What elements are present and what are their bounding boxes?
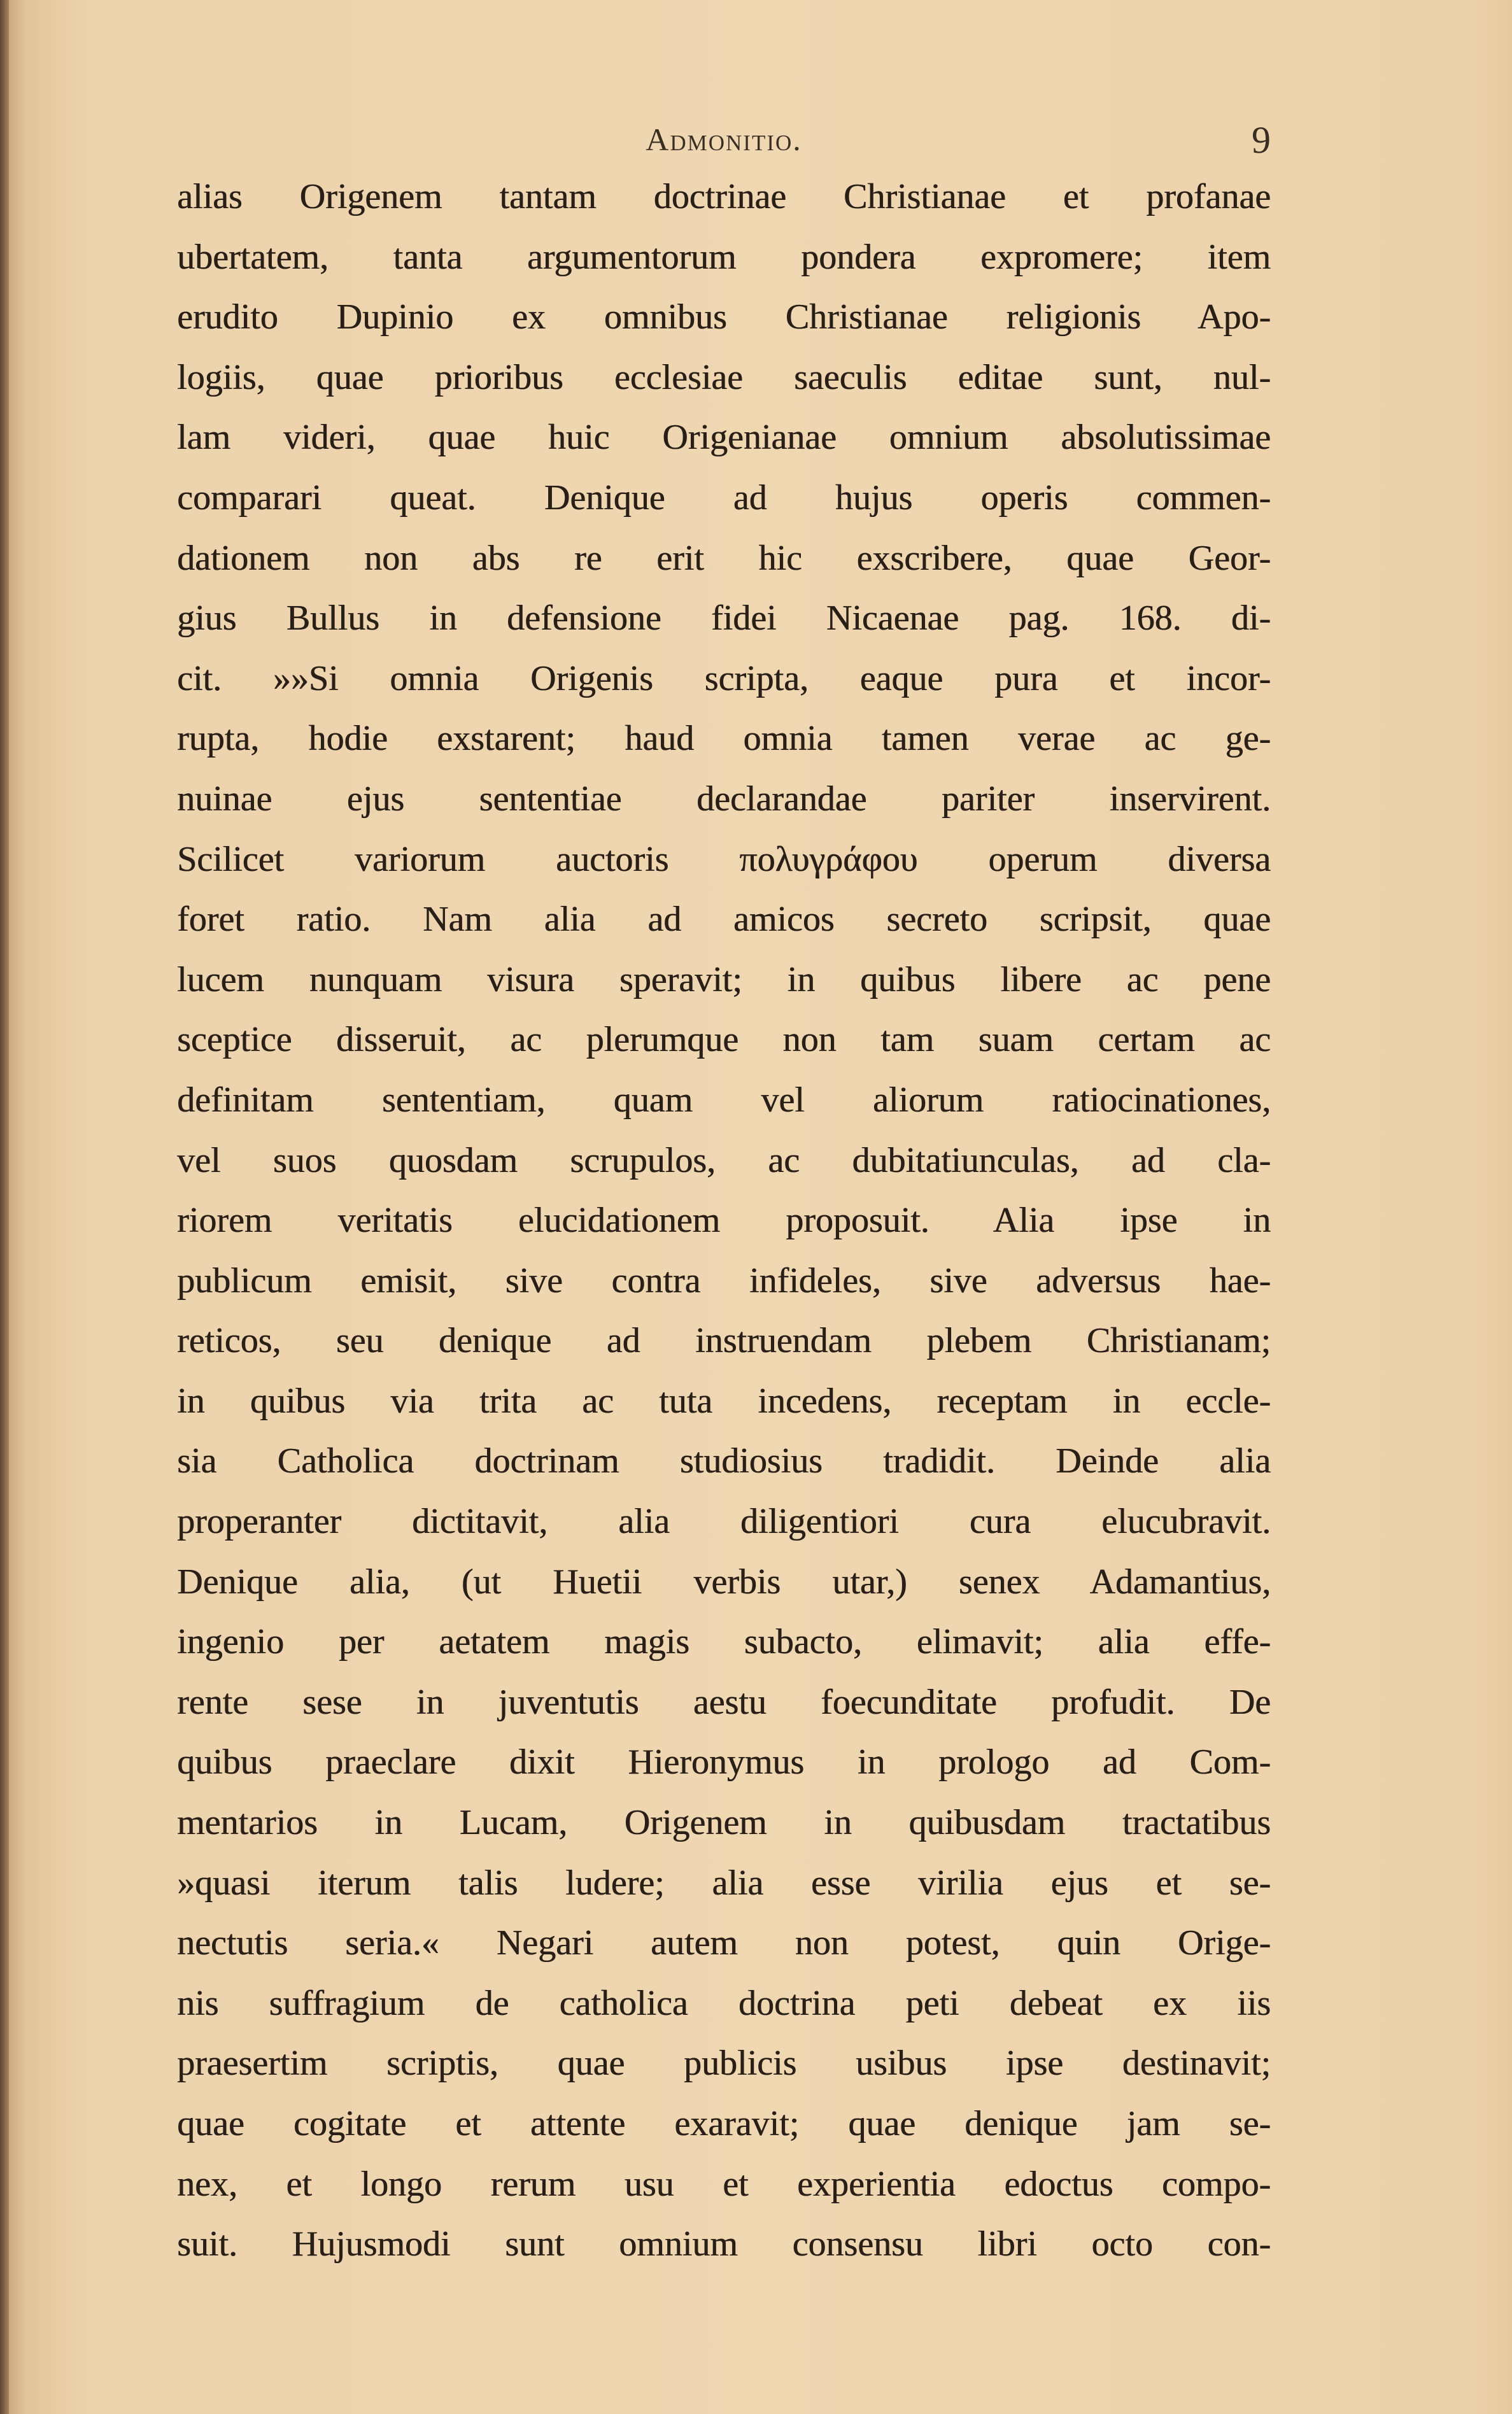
text-line [177, 1251, 1271, 1311]
text-line-content: reticos, seu denique ad instruendam plebem Christianam; [177, 1321, 1271, 1361]
text-line [177, 889, 1271, 950]
page-binding-edge [0, 0, 9, 2414]
text-line-content: vel suos quosdam scrupulos, ac dubitatiunculas, ad cla- [177, 1140, 1271, 1180]
text-line-content: sia Catholica doctrinam studiosius tradidit. Deinde alia [177, 1441, 1271, 1481]
text-line-content: praesertim scriptis, quae publicis usibus ipse destinavit; [177, 2043, 1271, 2084]
text-line [177, 1311, 1271, 1371]
text-line [177, 1612, 1271, 1672]
text-line [177, 1552, 1271, 1613]
text-line-content: erudito Dupinio ex omnibus Christianae religionis Apo- [177, 297, 1271, 337]
text-line-content: mentarios in Lucam, Origenem in quibusdam tractatibus [177, 1803, 1271, 1843]
text-line-content: gius Bullus in defensione fidei Nicaenae pag. 168. di- [177, 598, 1271, 639]
text-line [177, 1913, 1271, 1973]
text-line [177, 2214, 1271, 2275]
text-line-content: definitam sententiam, quam vel aliorum ratiocinationes, [177, 1080, 1271, 1120]
text-line-content: nuinae ejus sententiae declarandae pariter inservirent. [177, 779, 1271, 819]
text-line-content: Scilicet variorum auctoris πολυγράφου operum diversa [177, 839, 1271, 879]
text-line [177, 1371, 1271, 1432]
text-line-content: properanter dictitavit, alia diligentiori cura elucubravit. [177, 1502, 1271, 1542]
text-line [177, 2094, 1271, 2154]
text-line [177, 1853, 1271, 1914]
text-line [177, 2154, 1271, 2215]
text-line-content: logiis, quae prioribus ecclesiae saeculis editae sunt, nul- [177, 357, 1271, 397]
page-number: 9 [1252, 119, 1271, 161]
text-line-content: publicum emisit, sive contra infideles, sive adversus hae- [177, 1260, 1271, 1301]
text-line-content: in quibus via trita ac tuta incedens, receptam in eccle- [177, 1381, 1271, 1421]
text-line-content: »quasi iterum talis ludere; alia esse virilia ejus et se- [177, 1863, 1271, 1903]
text-line-content: cit. »»Si omnia Origenis scripta, eaque pura et incor- [177, 658, 1271, 698]
text-line [177, 649, 1271, 709]
text-line [177, 1431, 1271, 1492]
text-line-content: lam videri, quae huic Origenianae omnium absolutissimae [177, 418, 1271, 458]
text-line [177, 1492, 1271, 1552]
text-line-content: Denique alia, (ut Huetii verbis utar,) senex Adamantius, [177, 1562, 1271, 1602]
text-line [177, 2033, 1271, 2094]
text-line [177, 528, 1271, 589]
text-line-content: alias Origenem tantam doctrinae Christianae et profanae [177, 177, 1271, 216]
text-line [177, 1010, 1271, 1070]
text-line [177, 829, 1271, 890]
text-line [177, 1672, 1271, 1733]
text-line [177, 1190, 1271, 1251]
text-line-content: ubertatem, tanta argumentorum pondera expromere; item [177, 237, 1271, 277]
text-line-content: lucem nunquam visura speravit; in quibus libere ac pene [177, 959, 1271, 999]
text-line-content: dationem non abs re erit hic exscribere, quae Geor- [177, 538, 1271, 578]
page-header [177, 121, 1271, 172]
text-line-content: quibus praeclare dixit Hieronymus in prologo ad Com- [177, 1742, 1271, 1782]
text-line-content: foret ratio. Nam alia ad amicos secreto scripsit, quae [177, 900, 1271, 940]
text-line [177, 588, 1271, 649]
text-line [177, 407, 1271, 468]
text-line [177, 167, 1271, 227]
text-line [177, 1732, 1271, 1793]
text-line-content: quae cogitate et attente exaravit; quae denique jam se- [177, 2104, 1271, 2143]
text-line-content: suit. Hujusmodi sunt omnium consensu libri octo con- [177, 2224, 1271, 2264]
text-line [177, 1070, 1271, 1131]
text-line-content: riorem veritatis elucidationem proposuit. Alia ipse in [177, 1201, 1271, 1241]
text-line [177, 950, 1271, 1010]
text-line-content: rupta, hodie exstarent; haud omnia tamen verae ac ge- [177, 719, 1271, 759]
text-line [177, 1793, 1271, 1853]
text-line [177, 1973, 1271, 2034]
text-line-content: rente sese in juventutis aestu foecunditate profudit. De [177, 1682, 1271, 1722]
text-line [177, 227, 1271, 288]
text-line-content: nectutis seria.« Negari autem non potest, quin Orige- [177, 1923, 1271, 1963]
text-line [177, 709, 1271, 769]
text-line-content: sceptice disseruit, ac plerumque non tam suam certam ac [177, 1020, 1271, 1060]
text-line-content: comparari queat. Denique ad hujus operis commen- [177, 477, 1271, 518]
text-line [177, 287, 1271, 348]
text-line [177, 348, 1271, 408]
text-line-content: ingenio per aetatem magis subacto, elimavit; alia effe- [177, 1622, 1271, 1662]
text-line-content: nex, et longo rerum usu et experientia edoctus compo- [177, 2164, 1271, 2204]
body-text [177, 167, 1271, 2275]
text-line-content: nis suffragium de catholica doctrina peti debeat ex iis [177, 1983, 1271, 2023]
running-title: Admonitio. [646, 122, 802, 157]
text-line [177, 1131, 1271, 1191]
text-line [177, 769, 1271, 829]
text-line [177, 468, 1271, 528]
